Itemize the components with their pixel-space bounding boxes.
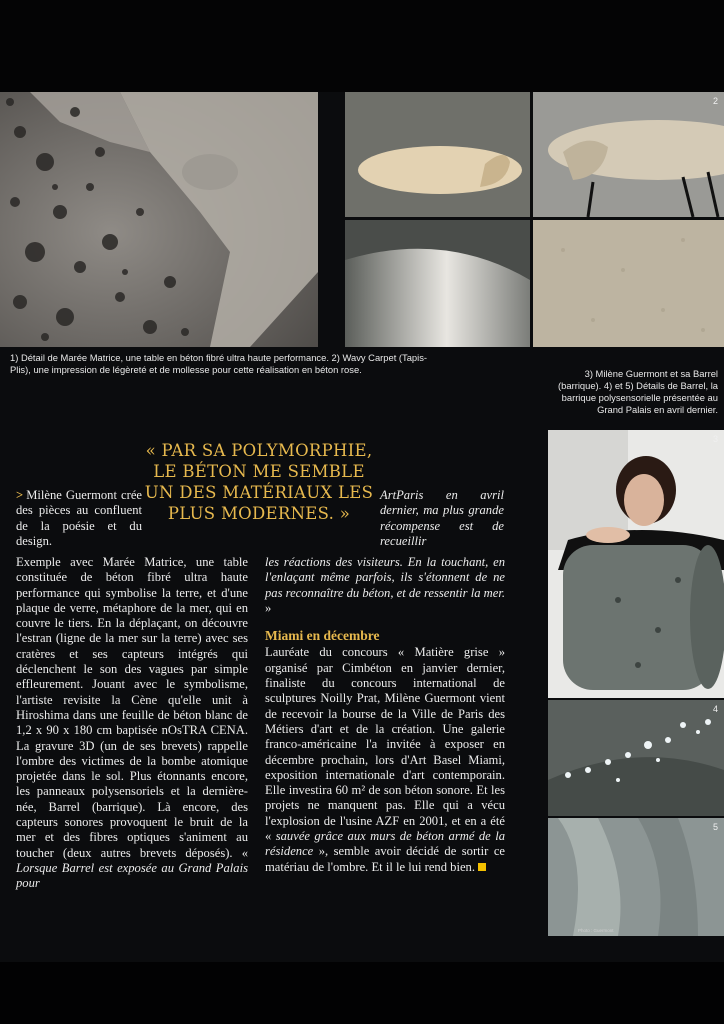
col2-body-italic: sauvée grâce aux murs de béton armé de la résidence <box>265 829 505 859</box>
photo-number-3: 3 <box>712 434 718 444</box>
photo-credit: Photo : Guermont <box>578 928 614 933</box>
article-col1-intro <box>16 488 142 549</box>
photo-wavy-carpet-top-left <box>345 92 530 217</box>
intro-text: Milène Guermont crée des pièces au confluent de la poésie et du design. <box>16 488 142 548</box>
photo-number-2: 2 <box>712 96 718 106</box>
paragraph-marker: > <box>16 488 24 502</box>
col2-italic-continuation: les réactions des visiteurs. En la touchant, en l'enlaçant même parfois, ils s'étonnent de ne pas reconnaître du béton, et de ressentir la mer. <box>265 555 505 600</box>
photo-maree-matrice-detail <box>0 92 318 347</box>
article-col2-top <box>380 488 504 549</box>
photo-barrel-detail-optic-fibers <box>548 700 724 816</box>
photo-wavy-carpet-bottom-right <box>533 220 724 347</box>
end-mark-square <box>478 863 486 871</box>
col2-top-text: ArtParis en avril dernier, ma plus grande récompense est de recueillir <box>380 488 504 548</box>
col2-body-text-b: », semble avoir décidé de sortir ce matériau de l'ombre. Et il le lui rend bien. <box>265 844 505 874</box>
article-col2-body <box>265 555 505 875</box>
photo-number-4: 4 <box>712 704 718 714</box>
caption-photos-3-5: 3) Milène Guermont et sa Barrel (barrique). 4) et 5) Détails de Barrel, la barrique polysensorielle présentée au Grand Palais en avril dernier. <box>558 368 718 415</box>
caption-photos-1-2: 1) Détail de Marée Matrice, une table en béton fibré ultra haute performance. 2) Wavy Carpet (Tapis-Plis), une impression de légèreté et de mollesse pour cette réalisation en béton rose. <box>10 352 428 375</box>
top-margin <box>0 0 724 92</box>
pull-quote: « PAR SA POLYMORPHIE, LE BÉTON ME SEMBLE UN DES MATÉRIAUX LES PLUS MODERNES. » <box>144 441 374 523</box>
col1-italic-quote: Lorsque Barrel est exposée au Grand Palais pour <box>16 860 248 891</box>
photo-artist-with-barrel <box>548 430 724 698</box>
photo-barrel-detail-surface <box>548 818 724 936</box>
col1-body-text: Exemple avec Marée Matrice, une table constituée de béton fibré ultra haute performance qui symbolise la terre, et d'une plaque de verre, métaphore de la mer, qui en couvre le tiers. En la déplaçant, on découvre l'estran (ligne de la mer sur la terre) avec ses cratères et ses capteurs intégrés qui déclenchent le son des vagues par simple effleurement. Jouant avec le symbolisme, l'artiste revisite la Cène qu'elle unit à Hiroshima dans une feuille de béton blanc de 1,2 x 90 x 180 cm baptisée nOsTRA CENA. La gravure 3D (un de ses brevets) rappelle l'ombre des victimes de la bombe atomique projetée dans le sol. Plus étonnants encore, les panneaux polysensoriels et la dernière-née, Barrel (barrique). Là encore, des capteurs sonores provoquent le bruit de la mer et des fibres optiques s'animent au toucher (deux autres brevets déposés). « <box>16 555 248 860</box>
col2-quote-close: » <box>265 600 272 615</box>
bottom-margin <box>0 962 724 1024</box>
col2-body-text-a: Lauréate du concours « Matière grise » organisé par Cimbéton en janvier dernier, finaliste du concours international de sculptures Noilly Prat, Milène Guermont vient de recevoir la bourse de la Ville de Paris des Métiers d'art et de la création. Une galerie franco-américaine l'a invitée à exposer en décembre prochain, lors d'Art Basel Miami, exposition internationale d'art contemporain. Elle investira 60 m² de son béton sonore. Et les projets ne manquent pas. Elle qui a vécu l'explosion de l'usine AZF en 2001, et en a été « <box>265 645 505 844</box>
photo-wavy-carpet-bottom-left <box>345 220 530 347</box>
article-col1-body <box>16 555 248 892</box>
photo-number-5: 5 <box>712 822 718 832</box>
section-heading-miami: Miami en décembre <box>265 628 380 644</box>
photo-wavy-carpet-top-right <box>533 92 724 217</box>
